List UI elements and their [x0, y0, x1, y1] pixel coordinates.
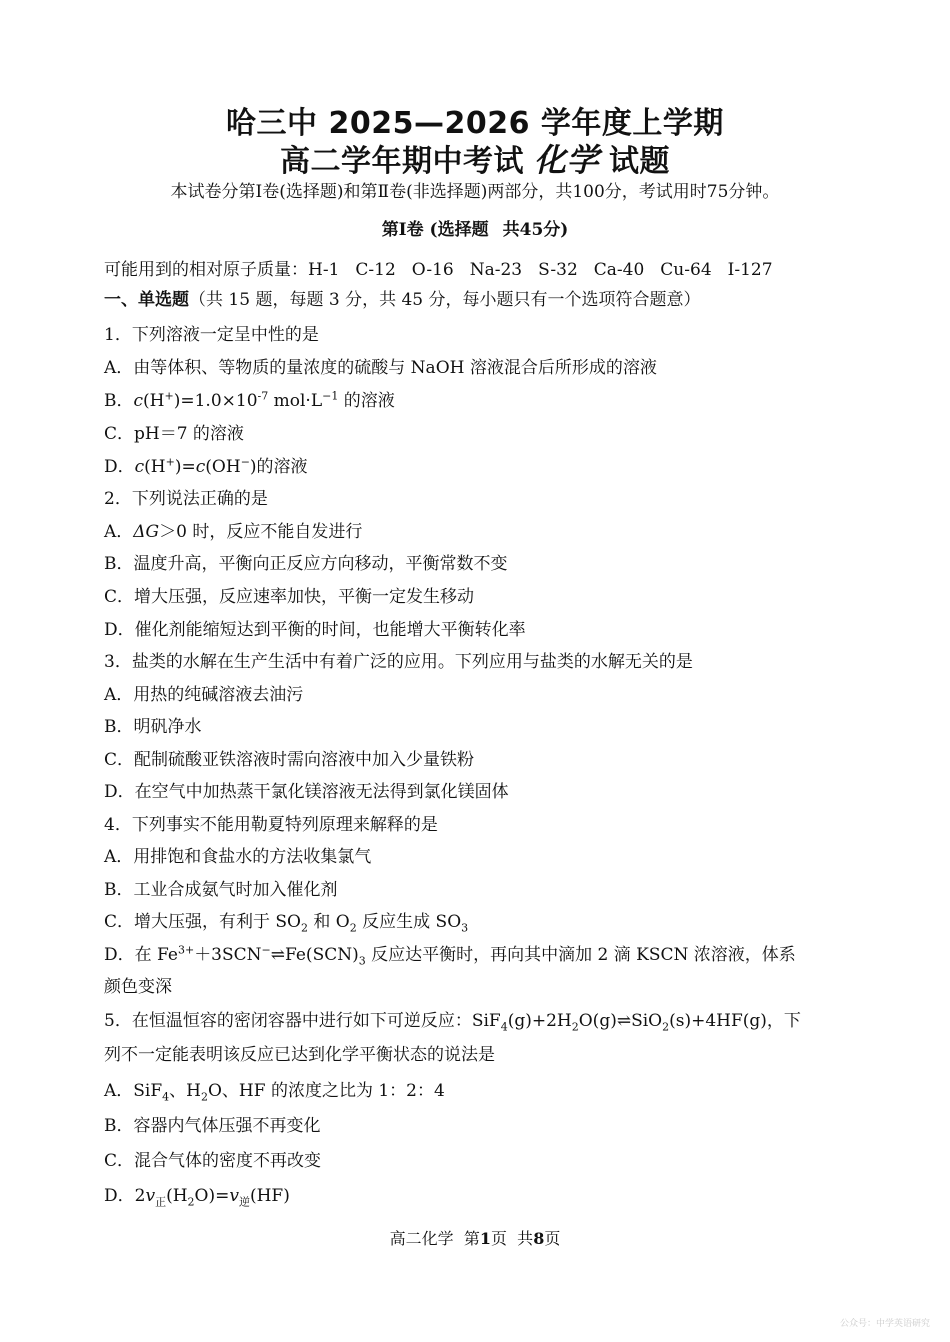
q3-stem: 3．盐类的水解在生产生活中有着广泛的应用。下列应用与盐类的水解无关的是 [104, 652, 693, 672]
part1-heading: 一、单选题（共 15 题，每题 3 分，共 45 分，每小题只有一个选项符合题意） [104, 290, 701, 310]
mass-item: C-12 [355, 260, 396, 280]
title-grade: 高二学年期中考试 [279, 144, 524, 179]
mass-item: Ca-40 [593, 260, 645, 280]
q2-option-d: D．催化剂能缩短达到平衡的时间，也能增大平衡转化率 [104, 620, 526, 640]
mass-item: H-1 [308, 260, 340, 280]
q4-option-d-cont: 颜色变深 [104, 977, 172, 997]
title-suffix: 试题 [609, 144, 670, 179]
title-subject: 化学 [533, 141, 599, 179]
q4-option-c: C．增大压强，有利于 $SO_2$ 和 $O_2$ 反应生成 $SO_3$ [104, 912, 469, 935]
q1-option-c: C．pH＝7 的溶液 [104, 424, 244, 444]
q4-option-a: A．用排饱和食盐水的方法收集氯气 [104, 847, 372, 867]
mass-item: Cu-64 [660, 260, 712, 280]
q4-stem: 4．下列事实不能用勒夏特列原理来解释的是 [104, 815, 438, 835]
q1-stem: 1．下列溶液一定呈中性的是 [104, 325, 319, 345]
exam-intro: 本试卷分第Ⅰ卷(选择题)和第Ⅱ卷(非选择题)两部分，共100分，考试用时75分钟。 [170, 182, 780, 202]
mass-item: S-32 [538, 260, 578, 280]
q5-stem: 5．在恒温恒容的密闭容器中进行如下可逆反应：$SiF_4(g)+2H_2O(g)\rightleftharpoons SiO_2(s)+4HF(g)$，下 [104, 1011, 801, 1034]
q5-stem-cont: 列不一定能表明该反应已达到化学平衡状态的说法是 [104, 1045, 495, 1065]
q4-option-d: D．在 $Fe^{3+}+3SCN^-\rightleftharpoons Fe(SCN)_3$ 反应达平衡时，再向其中滴加 2 滴 KSCN 浓溶液，体系 [104, 943, 796, 968]
q2-stem: 2．下列说法正确的是 [104, 489, 268, 509]
q5-option-c: C．混合气体的密度不再改变 [104, 1151, 322, 1171]
atomic-masses: 可能用到的相对原子质量：H-1 C-12 O-16 Na-23 S-32 Ca-40 Cu-64 I-127 [104, 260, 773, 280]
q2-option-a: A．ΔG＞0 时，反应不能自发进行 [104, 522, 363, 542]
q5-option-b: B．容器内气体压强不再变化 [104, 1116, 321, 1136]
exam-title-line1: 哈三中 2025—2026 学年度上学期 [226, 106, 724, 141]
q2-option-b: B．温度升高，平衡向正反应方向移动，平衡常数不变 [104, 554, 508, 574]
q1-option-d: D．c(H+)=c(OH−)的溶液 [104, 455, 308, 477]
watermark: 公众号：中学英语研究 [839, 1319, 930, 1329]
mass-item: I-127 [727, 260, 773, 280]
q3-option-a: A．用热的纯碱溶液去油污 [104, 685, 304, 705]
page-footer: 高二化学 第1页 共8页 [389, 1229, 561, 1248]
q5-option-d: D．$2v_正(H_2O)=v_逆(HF)$ [104, 1186, 290, 1209]
mass-item: O-16 [411, 260, 454, 280]
q1-option-b: B．$c(H^+)=1.0\times 10^{-7}$ $mol\cdot L^{-1}$ 的溶液 [104, 389, 395, 411]
q2-option-c: C．增大压强，反应速率加快，平衡一定发生移动 [104, 587, 475, 607]
section-heading: 第Ⅰ卷 (选择题 共45分) [381, 220, 569, 240]
q5-option-a: A．SiF$_4$、$H_2O$、HF 的浓度之比为 1：2：4 [104, 1081, 445, 1104]
q3-option-c: C．配制硫酸亚铁溶液时需向溶液中加入少量铁粉 [104, 750, 475, 770]
q3-option-b: B．明矾净水 [104, 717, 202, 737]
q1-option-a: A．由等体积、等物质的量浓度的硫酸与 NaOH 溶液混合后所形成的溶液 [104, 358, 657, 378]
exam-title-line2 [0, 142, 950, 180]
q4-option-b: B．工业合成氨气时加入催化剂 [104, 880, 338, 900]
mass-item: Na-23 [469, 260, 523, 280]
q3-option-d: D．在空气中加热蒸干氯化镁溶液无法得到氯化镁固体 [104, 782, 509, 802]
